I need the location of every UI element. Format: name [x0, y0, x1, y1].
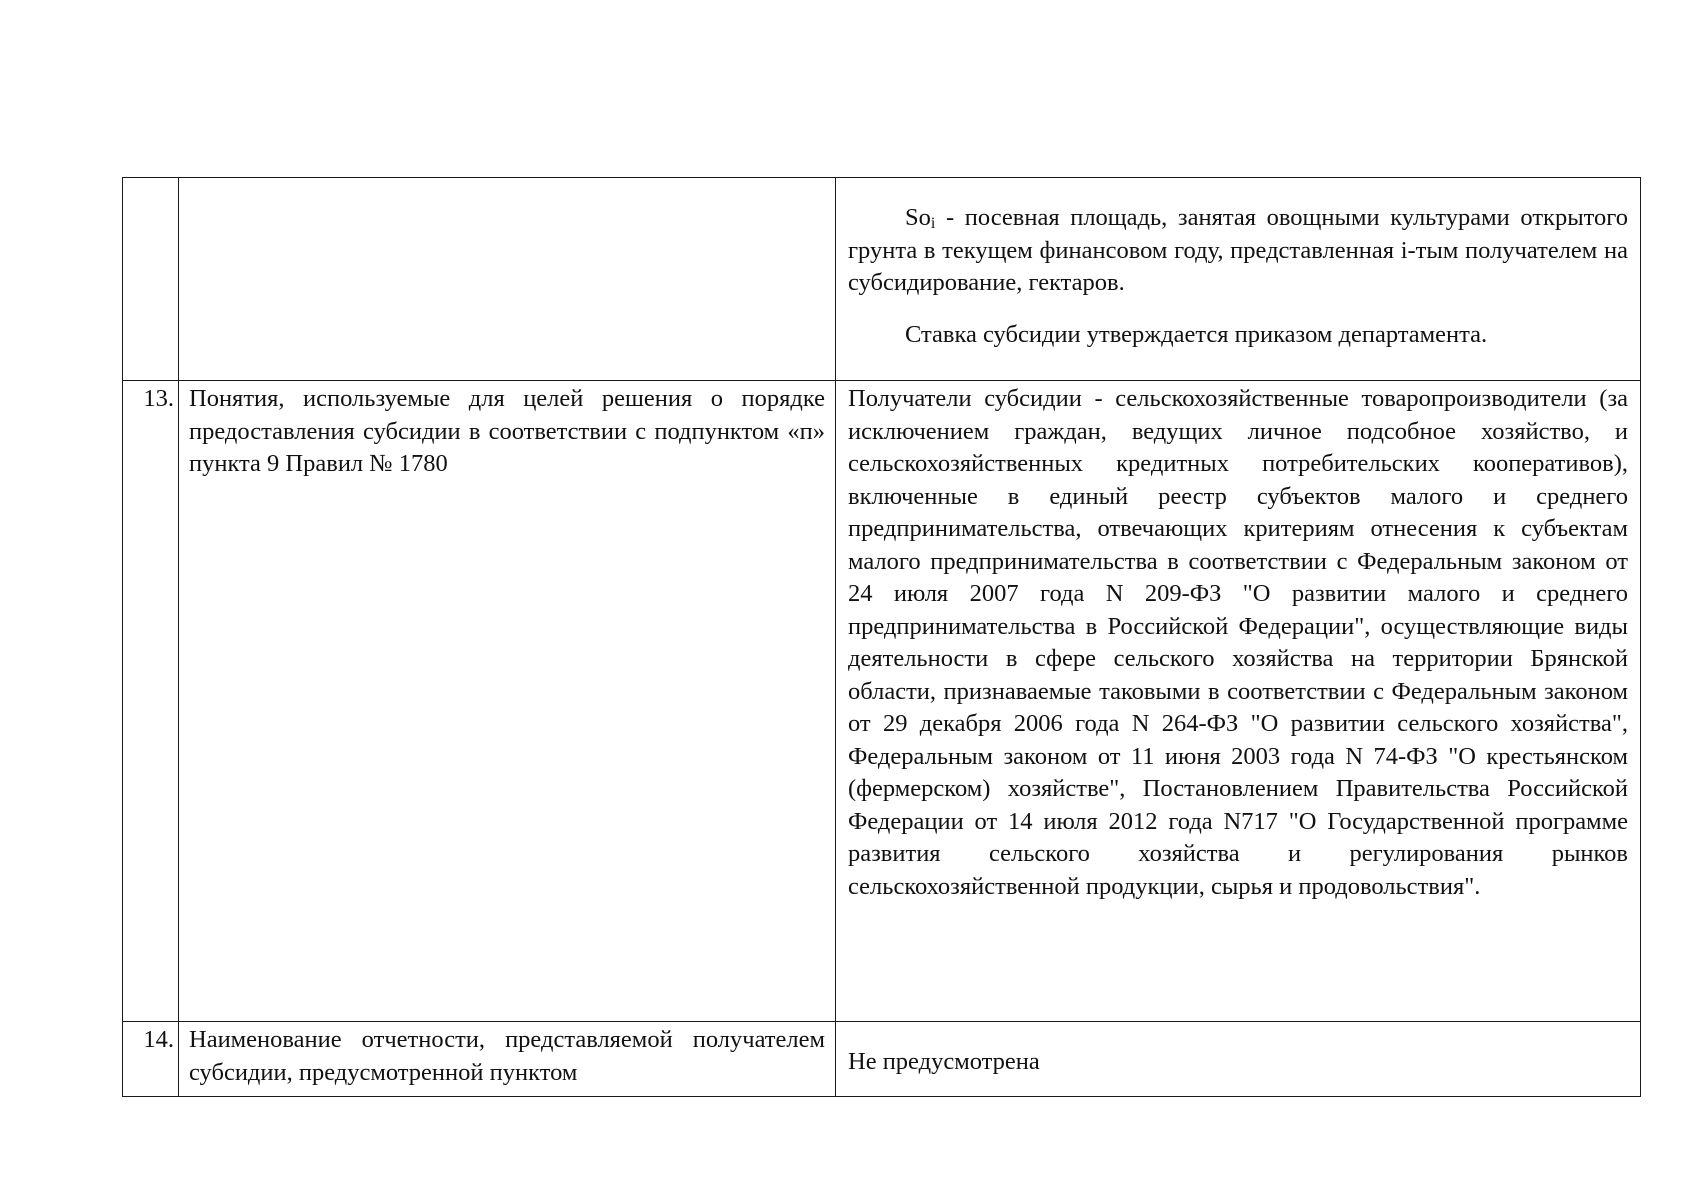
- table-row-14: [123, 1022, 1641, 1097]
- row-name-cell: [179, 178, 836, 381]
- row-value-cell: Не предусмотрена: [836, 1022, 1641, 1097]
- variable-definition: [848, 180, 1628, 300]
- row-number-cell: 14.: [123, 1022, 179, 1097]
- regulation-table: [122, 177, 1641, 1097]
- variable-description: - посевная площадь, занятая овощными культурами открытого грунта в текущем финансовом году, представленная i-тым получателем на субсидирование, гектаров.: [848, 204, 1628, 296]
- variable-symbol: So: [905, 204, 931, 231]
- row-name-cell: Понятия, используемые для целей решения о порядке предоставления субсидии в соответствии с подпунктом «п» пункта 9 Правил № 1780: [179, 381, 836, 1022]
- variable-index: i: [930, 215, 936, 232]
- table-row-continuation: [123, 178, 1641, 381]
- row-number-cell: [123, 178, 179, 381]
- row-number-cell: 13.: [123, 381, 179, 1022]
- row-value-cell: Получатели субсидии - сельскохозяйственные товаропроизводители (за исключением граждан, ведущих личное подсобное хозяйство, и сельскохозяйственных кредитных потребительских кооперативов), включенные в единый реестр субъектов малого и среднего предпринимательства, отвечающих критериям отнесения к субъектам малого предпринимательства в соответствии с Федеральным законом от 24 июля 2007 года N 209-ФЗ "О развитии малого и среднего предпринимательства в Российской Федерации", осуществляющие виды деятельности в сфере сельского хозяйства на территории Брянской области, признаваемые таковыми в соответствии с Федеральным законом от 29 декабря 2006 года N 264-ФЗ "О развитии сельского хозяйства", Федеральным законом от 11 июня 2003 года N 74-ФЗ "О крестьянском (фермерском) хозяйстве", Постановлением Правительства Российской Федерации от 14 июля 2012 года N717 "О Государственной программе развития сельского хозяйства и регулирования рынков сельскохозяйственной продукции, сырья и продовольствия".: [836, 381, 1641, 1022]
- row-name-cell: Наименование отчетности, представляемой получателем субсидии, предусмотренной пунктом: [179, 1022, 836, 1097]
- rate-note: Ставка субсидии утверждается приказом департамента.: [905, 320, 1488, 348]
- table-row-13: [123, 381, 1641, 1022]
- row-value-cell: [836, 178, 1641, 381]
